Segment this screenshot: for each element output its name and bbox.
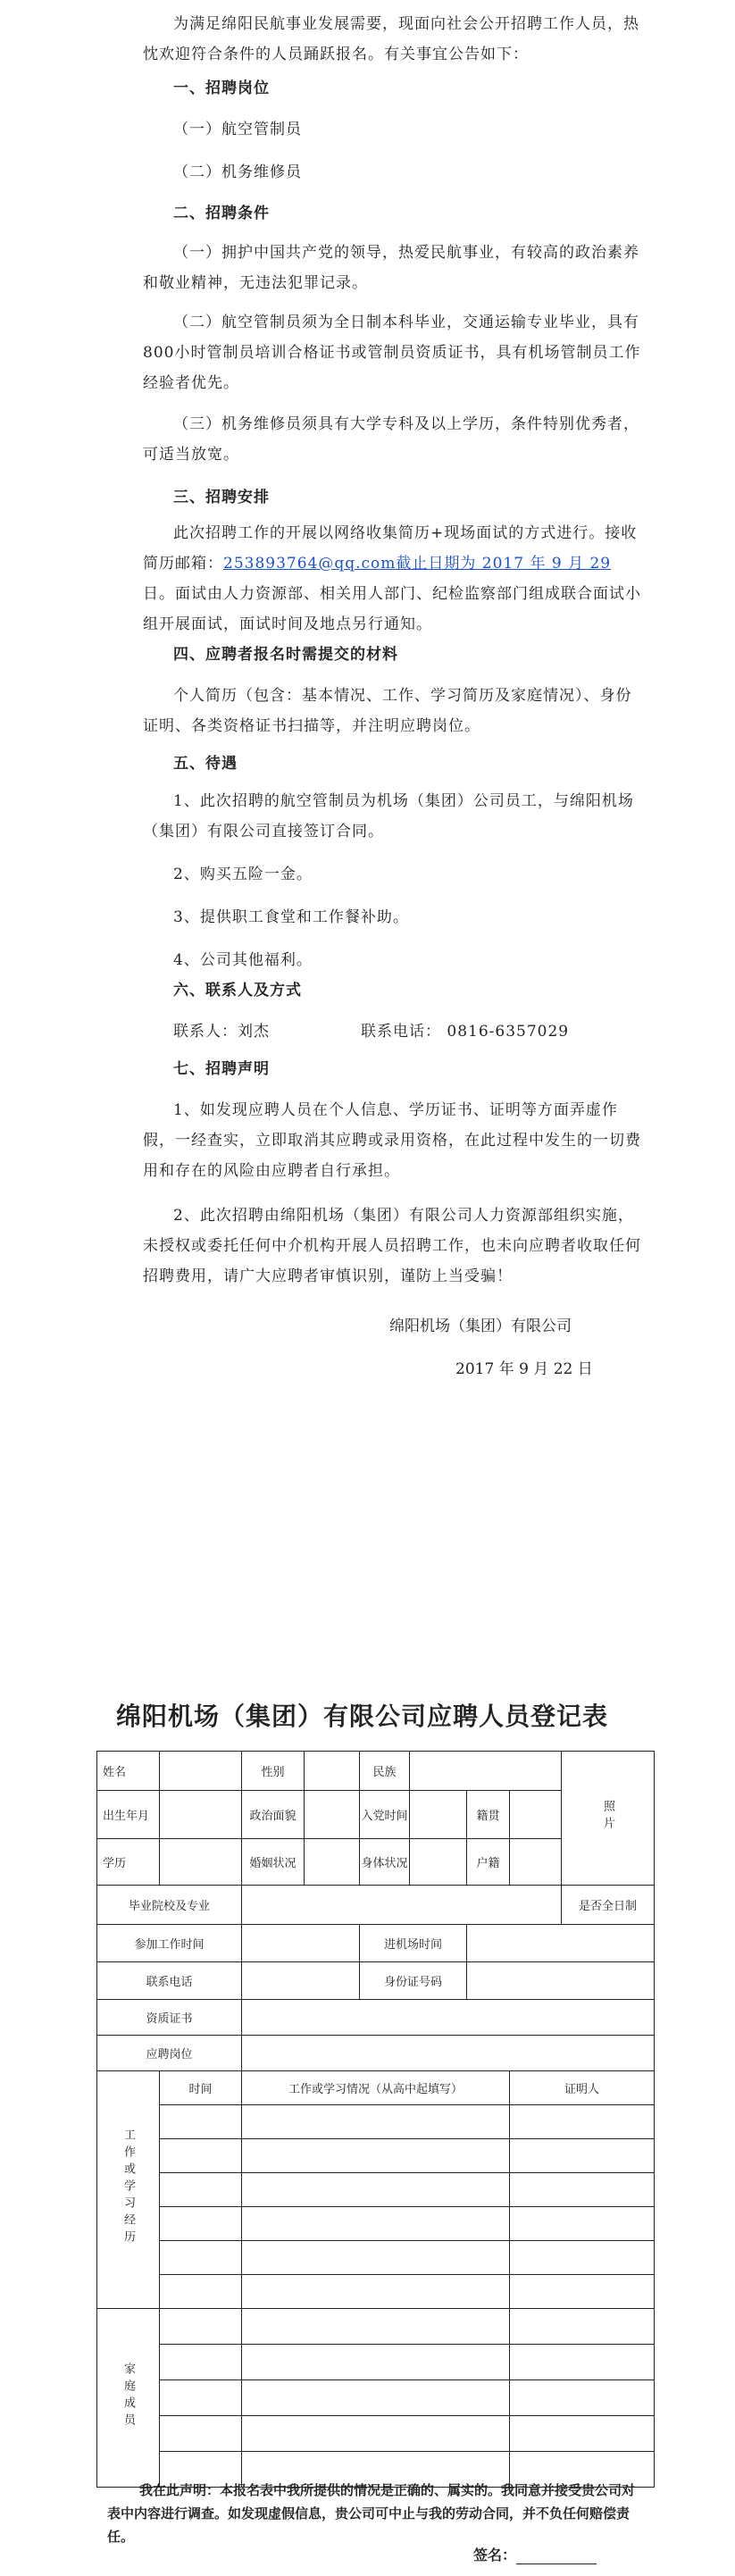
- section-5-item-1: 1、此次招聘的航空管制员为机场（集团）公司员工，与绵阳机场（集团）有限公司直接签订合同。: [143, 792, 634, 841]
- history-time-cell[interactable]: [160, 2173, 242, 2207]
- section-3-paragraph: [143, 518, 643, 640]
- field-party-date[interactable]: [410, 1791, 467, 1839]
- field-birth[interactable]: [160, 1791, 242, 1839]
- family-cell[interactable]: [160, 2416, 242, 2452]
- col-witness: 证明人: [510, 2071, 655, 2105]
- label-native: 籍贯: [467, 1791, 510, 1839]
- history-witness-cell[interactable]: [510, 2241, 655, 2275]
- label-health: 身体状况: [360, 1839, 410, 1886]
- history-label: 工作或学习经历: [121, 2129, 135, 2247]
- label-position: 应聘岗位: [97, 2036, 242, 2071]
- section-7-item-2: 2、此次招聘由绵阳机场（集团）有限公司人力资源部组织实施，未授权或委托任何中介机构开展人员招聘工作，也未向应聘者收取任何招聘费用，请广大应聘者审慎识别，谨防上当受骗！: [143, 1207, 641, 1285]
- field-idcard[interactable]: [467, 1962, 655, 2000]
- photo-box[interactable]: [562, 1752, 655, 1886]
- history-time-cell[interactable]: [160, 2105, 242, 2139]
- section-3-title: 三、招聘安排: [173, 489, 270, 506]
- family-witness-cell[interactable]: [510, 2380, 655, 2416]
- section-5-title: 五、待遇: [173, 755, 238, 773]
- section-3-text-2: 日。面试由人力资源部、相关用人部门、纪检监察部门组成联合面试小组开展面试，面试时间及地点另行通知。: [143, 585, 641, 633]
- label-name: 姓名: [97, 1752, 160, 1791]
- history-detail-cell[interactable]: [242, 2241, 510, 2275]
- history-detail-cell[interactable]: [242, 2173, 510, 2207]
- label-education: 学历: [97, 1839, 160, 1886]
- section-2-item-2: （二）航空管制员须为全日制本科毕业，交通运输专业毕业，具有800小时管制员培训合格证书或管制员资质证书，具有机场管制员工作经验者优先。: [143, 314, 641, 392]
- form-title: 绵阳机场（集团）有限公司应聘人员登记表: [116, 1702, 609, 1731]
- label-gender: 性别: [242, 1752, 305, 1791]
- history-detail-cell[interactable]: [242, 2105, 510, 2139]
- section-7-title: 七、招聘声明: [173, 1060, 270, 1078]
- declaration-text: 我在此声明：本报名表中我所提供的情况是正确的、属实的。我同意并接受贵公司对表中内容进行调查。如发现虚假信息，贵公司可中止与我的劳动合同，并不负任何赔偿责任。: [107, 2482, 636, 2545]
- section-6-title: 六、联系人及方式: [173, 982, 302, 999]
- label-marital: 婚姻状况: [242, 1839, 305, 1886]
- deadline-text: 截止日期为 2017 年 9 月 29: [396, 555, 612, 573]
- family-detail-cell[interactable]: [242, 2309, 510, 2345]
- section-4-title: 四、应聘者报名时需提交的材料: [173, 646, 398, 664]
- section-1-item-1: （一）航空管制员: [173, 121, 302, 138]
- photo-label: 照片: [601, 1799, 615, 1834]
- col-history: 工作或学习情况（从高中起填写）: [242, 2071, 510, 2105]
- history-witness-cell[interactable]: [510, 2275, 655, 2309]
- sign-field[interactable]: [516, 2547, 597, 2564]
- section-5-item-3: 3、提供职工食堂和工作餐补助。: [173, 908, 409, 926]
- label-ethnicity: 民族: [360, 1752, 410, 1791]
- family-witness-cell[interactable]: [510, 2345, 655, 2380]
- history-time-cell[interactable]: [160, 2207, 242, 2241]
- section-5-item-4: 4、公司其他福利。: [173, 951, 313, 969]
- label-cert: 资质证书: [97, 2000, 242, 2036]
- col-time: 时间: [160, 2071, 242, 2105]
- history-witness-cell[interactable]: [510, 2173, 655, 2207]
- signature-line: [473, 2544, 597, 2564]
- family-detail-cell[interactable]: [242, 2416, 510, 2452]
- section-7-item-1: 1、如发现应聘人员在个人信息、学历证书、证明等方面弄虚作假，一经查实，立即取消其应聘或录用资格，在此过程中发生的一切费用和存在的风险由应聘者自行承担。: [143, 1101, 641, 1180]
- history-witness-cell[interactable]: [510, 2207, 655, 2241]
- field-name[interactable]: [160, 1752, 242, 1791]
- field-gender[interactable]: [305, 1752, 360, 1791]
- family-label: 家庭成员: [121, 2362, 135, 2430]
- label-fulltime: 是否全日制: [562, 1886, 655, 1925]
- family-detail-cell[interactable]: [242, 2345, 510, 2380]
- family-witness-cell[interactable]: [510, 2416, 655, 2452]
- section-2-item-1: （一）拥护中国共产党的领导，热爱民航事业，有较高的政治素养和敬业精神，无违法犯罪记录。: [143, 244, 639, 292]
- history-witness-cell[interactable]: [510, 2139, 655, 2173]
- field-hukou[interactable]: [510, 1839, 562, 1886]
- section-1-title: 一、招聘岗位: [173, 79, 270, 97]
- history-time-cell[interactable]: [160, 2241, 242, 2275]
- label-phone: 联系电话: [97, 1962, 242, 2000]
- label-airport-join: 进机场时间: [360, 1925, 467, 1962]
- history-detail-cell[interactable]: [242, 2275, 510, 2309]
- signature-date: 2017 年 9 月 22 日: [455, 1360, 593, 1378]
- section-1-item-2: （二）机务维修员: [173, 163, 302, 181]
- field-school[interactable]: [242, 1886, 562, 1925]
- history-witness-cell[interactable]: [510, 2105, 655, 2139]
- contact-phone: 联系电话： 0816-6357029: [361, 1023, 570, 1041]
- label-school: 毕业院校及专业: [97, 1886, 242, 1925]
- field-work-start[interactable]: [242, 1925, 360, 1962]
- field-airport-join[interactable]: [467, 1925, 655, 1962]
- email-link[interactable]: 253893764@qq.com: [223, 555, 397, 573]
- history-time-cell[interactable]: [160, 2139, 242, 2173]
- label-idcard: 身份证号码: [360, 1962, 467, 2000]
- history-time-cell[interactable]: [160, 2275, 242, 2309]
- section-2-title: 二、招聘条件: [173, 205, 270, 222]
- family-label-cell: [97, 2309, 160, 2488]
- family-cell[interactable]: [160, 2380, 242, 2416]
- field-education[interactable]: [160, 1839, 242, 1886]
- family-detail-cell[interactable]: [242, 2380, 510, 2416]
- label-political: 政治面貌: [242, 1791, 305, 1839]
- family-cell[interactable]: [160, 2309, 242, 2345]
- contact-person: 联系人：刘杰: [173, 1023, 270, 1041]
- field-native[interactable]: [510, 1791, 562, 1839]
- signature-company: 绵阳机场（集团）有限公司: [389, 1317, 572, 1335]
- label-work-start: 参加工作时间: [97, 1925, 242, 1962]
- section-5-item-2: 2、购买五险一金。: [173, 866, 313, 883]
- label-party-date: 入党时间: [360, 1791, 410, 1839]
- field-marital[interactable]: [305, 1839, 360, 1886]
- section-2-item-3: （三）机务维修员须具有大学专科及以上学历，条件特别优秀者，可适当放宽。: [143, 415, 639, 464]
- family-witness-cell[interactable]: [510, 2309, 655, 2345]
- section-4-text: 个人简历（包含：基本情况、工作、学习简历及家庭情况）、身份证明、各类资格证书扫描等，并注明应聘岗位。: [143, 687, 632, 735]
- label-hukou: 户籍: [467, 1839, 510, 1886]
- field-health[interactable]: [410, 1839, 467, 1886]
- history-detail-cell[interactable]: [242, 2207, 510, 2241]
- field-cert[interactable]: [242, 2000, 655, 2036]
- intro-paragraph: 为满足绵阳民航事业发展需要，现面向社会公开招聘工作人员，热忱欢迎符合条件的人员踊跃报名。有关事宜公告如下：: [143, 15, 639, 63]
- label-birth: 出生年月: [97, 1791, 160, 1839]
- history-detail-cell[interactable]: [242, 2139, 510, 2173]
- sign-label: 签名：: [473, 2547, 517, 2563]
- field-political[interactable]: [305, 1791, 360, 1839]
- field-position[interactable]: [242, 2036, 655, 2071]
- family-cell[interactable]: [160, 2345, 242, 2380]
- section-3-text-1: 此次招聘工作的开展以网络收集简历+现场面试的方式进行。接收简历邮箱：: [143, 524, 638, 573]
- field-ethnicity[interactable]: [410, 1752, 562, 1791]
- field-phone[interactable]: [242, 1962, 360, 2000]
- history-label-cell: [97, 2071, 160, 2309]
- registration-form-table: [96, 1751, 655, 2488]
